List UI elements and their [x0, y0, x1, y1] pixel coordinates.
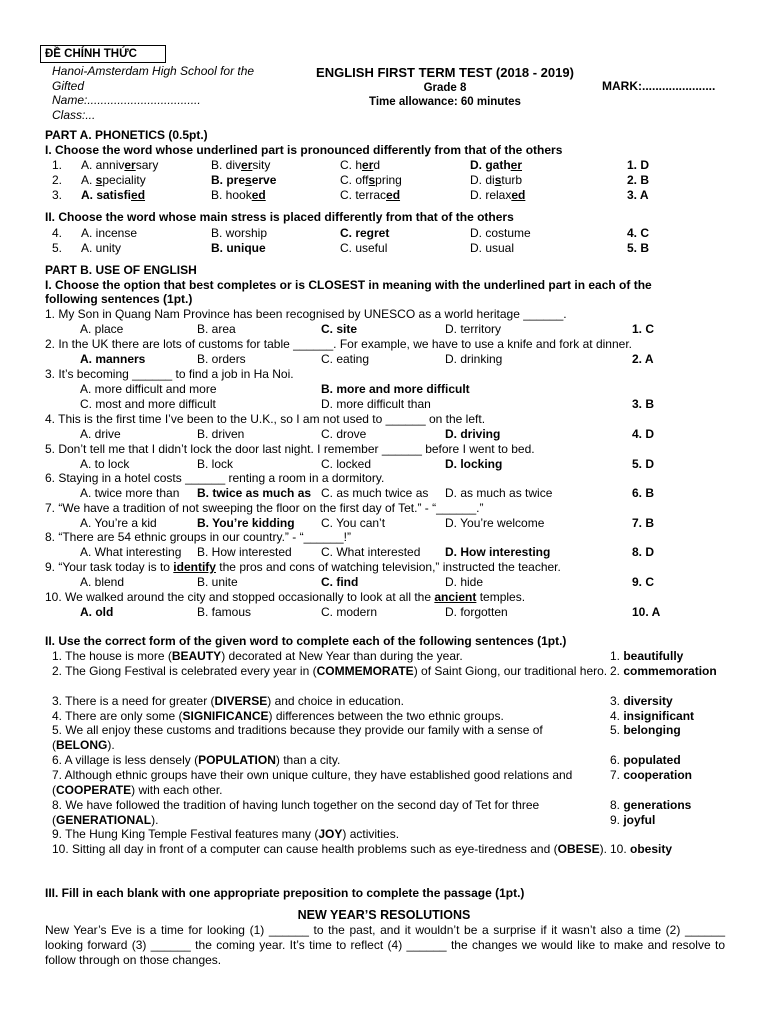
word-form-1: 1. The house is more (BEAUTY) decorated at New Year than during the year. — [52, 649, 463, 663]
word-form-answer-1: 1. beautifully — [610, 649, 684, 663]
question-2: 2. In the UK there are lots of customs for table ______. For example, we have to use a knife and fork at dinner. — [45, 337, 632, 351]
answer: 9. C — [632, 575, 655, 589]
option-d: D. costume — [470, 226, 531, 240]
phonetics-row-2: 2. A. speciality B. preserve C. offspring D. disturb 2. B — [52, 173, 650, 187]
question-6: 6. Staying in a hotel costs ______ renting a room in a dormitory. — [45, 471, 385, 485]
answer: 10. A — [632, 605, 661, 619]
preposition-heading: III. Fill in each blank with one appropriate preposition to complete the passage (1pt.) — [45, 886, 525, 900]
question-8: 8. “There are 54 ethnic groups in our country.” - “______!” — [45, 530, 351, 544]
option-b: B. diversity — [211, 158, 271, 172]
option-a: A. incense — [81, 226, 138, 240]
school-name-line1: Hanoi-Amsterdam High School for the — [52, 64, 255, 78]
question-9: 9. “Your task today is to identify the pros and cons of watching television,” instructed the teacher. — [45, 560, 561, 574]
answer: 4. C — [627, 226, 650, 240]
question-3: 3. It’s becoming ______ to find a job in Ha Noi. — [45, 367, 294, 381]
answer: 1. C — [632, 322, 655, 336]
question-10: 10. We walked around the city and stopped occasionally to look at all the ancient temples. — [45, 590, 526, 604]
option-a: A. speciality — [81, 173, 146, 187]
option-b: B. preserve — [211, 173, 277, 187]
question-10-options: A. old B. famous C. modern D. forgotten 10. A — [80, 605, 661, 619]
option-c: C. offspring — [340, 173, 402, 187]
word-form-answer-9: 9. joyful — [610, 813, 656, 827]
answer: 3. B — [632, 397, 655, 411]
question-8-options: A. What interesting B. How interested C. What interested D. How interesting 8. D — [80, 545, 655, 559]
class-line: Class:... — [52, 107, 96, 122]
stress-row-5: 5. A. unity B. unique C. useful D. usual 5. B — [52, 241, 650, 255]
grade: Grade 8 — [423, 82, 467, 94]
option-a: A. satisfied — [81, 188, 146, 202]
passage-text: New Year’s Eve is a time for looking (1) ______ to the past, and it wouldn’t be a surprise if it wasn’t also a time (2) ______ looking forward (3) ______ the coming year. It’s time to reflect (4) ______ the changes we would like to make and resolve to follow through on those changes. — [45, 923, 725, 967]
answer: 7. B — [632, 516, 655, 530]
question-4-options: A. drive B. driven C. drove D. driving 4. D — [80, 427, 655, 441]
answer: 4. D — [632, 427, 655, 441]
word-form-answer-3: 3. diversity — [610, 694, 673, 708]
stress-row-4: 4. A. incense B. worship C. regret D. costume 4. C — [52, 226, 650, 240]
official-label: ĐỀ CHÍNH THỨC — [40, 45, 166, 63]
word-form-10: 10. Sitting all day in front of a computer can cause health problems such as eye-tiredness and (OBESE). — [52, 842, 607, 856]
phonetics-sec1-heading: I. Choose the word whose underlined part is pronounced differently from that of the others — [45, 143, 563, 157]
phonetics-row-1: 1. A. anniversary B. diversity C. herd D. gather 1. D — [52, 158, 650, 172]
time-allowance: Time allowance: 60 minutes — [369, 96, 521, 108]
answer: 3. A — [627, 188, 649, 202]
option-d: D. usual — [470, 241, 515, 255]
part-b-sec1-heading-2: following sentences (1pt.) — [45, 292, 193, 306]
part-b-heading: PART B. USE OF ENGLISH — [45, 263, 197, 277]
option-c: C. terraced — [340, 188, 401, 202]
passage-title: NEW YEAR’S RESOLUTIONS — [297, 908, 471, 922]
test-title-block — [290, 64, 600, 109]
option-a: A. unity — [81, 241, 122, 255]
option-c: C. regret — [340, 226, 390, 240]
part-b-sec1-heading-1: I. Choose the option that best completes or is CLOSEST in meaning with the underlined part in each of the — [45, 278, 652, 292]
question-3-options-2: C. most and more difficult D. more difficult than 3. B — [80, 397, 655, 411]
question-2-options: A. manners B. orders C. eating D. drinking 2. A — [80, 352, 654, 366]
question-4: 4. This is the first time I’ve been to the U.K., so I am not used to ______ on the left. — [45, 412, 486, 426]
option-b: B. hooked — [211, 188, 266, 202]
answer: 2. A — [632, 352, 654, 366]
question-1: 1. My Son in Quang Nam Province has been recognised by UNESCO as a world heritage ______. — [45, 307, 567, 321]
answer: 6. B — [632, 486, 655, 500]
word-form-4: 4. There are only some (SIGNIFICANCE) differences between the two ethnic groups. — [52, 709, 504, 723]
word-form-9: 9. The Hung King Temple Festival features many (JOY) activities. — [52, 827, 400, 841]
word-form-answer-10: 10. obesity — [610, 842, 673, 856]
part-a-heading: PART A. PHONETICS (0.5pt.) — [45, 128, 208, 142]
word-form-7: 7. Although ethnic groups have their own unique culture, they have established good relations and (COOPERATE) with each other. — [52, 768, 573, 797]
mark-field: MARK:...................... — [602, 79, 716, 93]
option-d: D. relaxed — [470, 188, 526, 202]
question-5-options: A. to lock B. lock C. locked D. locking 5. D — [80, 457, 655, 471]
word-form-3: 3. There is a need for greater (DIVERSE) and choice in education. — [52, 694, 404, 708]
word-form-6: 6. A village is less densely (POPULATION) than a city. — [52, 753, 341, 767]
question-1-options: A. place B. area C. site D. territory 1. C — [80, 322, 655, 336]
answer: 8. D — [632, 545, 655, 559]
word-form-answer-6: 6. populated — [610, 753, 681, 767]
question-3-options-1: A. more difficult and more B. more and more difficult — [80, 382, 470, 396]
word-form-answer-2: 2. commemoration — [610, 664, 717, 678]
option-c: C. herd — [340, 158, 381, 172]
word-form-2: 2. The Giong Festival is celebrated every year in (COMMEMORATE) of Saint Giong, our traditional hero. — [52, 664, 608, 678]
word-form-heading: II. Use the correct form of the given word to complete each of the following sentences (1pt.) — [45, 634, 567, 648]
question-5: 5. Don’t tell me that I didn’t lock the door last night. I remember ______ before I went to bed. — [45, 442, 535, 456]
question-6-options: A. twice more than B. twice as much as C. as much twice as D. as much as twice 6. B — [80, 486, 655, 500]
test-title: ENGLISH FIRST TERM TEST (2018 - 2019) — [316, 65, 574, 80]
option-b: B. unique — [211, 241, 266, 255]
question-7-options: A. You’re a kid B. You’re kidding C. You can’t D. You’re welcome 7. B — [80, 516, 655, 530]
word-form-5: 5. We all enjoy these customs and traditions because they provide our family with a sense of (BELONG). — [52, 723, 543, 752]
answer: 5. D — [632, 457, 655, 471]
option-d: D. gather — [470, 158, 523, 172]
answer: 2. B — [627, 173, 650, 187]
option-a: A. anniversary — [81, 158, 159, 172]
word-form-8: 8. We have followed the tradition of having lunch together on the second day of Tet for three (GENERATIONAL). — [52, 798, 540, 827]
school-name-line2: Gifted — [52, 78, 85, 93]
word-form-answer-8: 8. generations — [610, 798, 692, 812]
option-d: D. disturb — [470, 173, 523, 187]
phonetics-sec2-heading: II. Choose the word whose main stress is placed differently from that of the others — [45, 210, 514, 224]
word-form-answer-4: 4. insignificant — [610, 709, 695, 723]
word-form-answer-5: 5. belonging — [610, 723, 681, 737]
option-c: C. useful — [340, 241, 388, 255]
answer: 5. B — [627, 241, 650, 255]
option-b: B. worship — [211, 226, 268, 240]
phonetics-row-3: 3. A. satisfied B. hooked C. terraced D. relaxed 3. A — [52, 188, 649, 202]
word-form-answer-7: 7. cooperation — [610, 768, 693, 782]
answer: 1. D — [627, 158, 650, 172]
name-line: Name:.................................. — [52, 93, 201, 107]
question-7: 7. “We have a tradition of not sweeping the floor on the first day of Tet.” - “______.” — [45, 501, 484, 515]
question-9-options: A. blend B. unite C. find D. hide 9. C — [80, 575, 655, 589]
school-info — [52, 64, 282, 122]
